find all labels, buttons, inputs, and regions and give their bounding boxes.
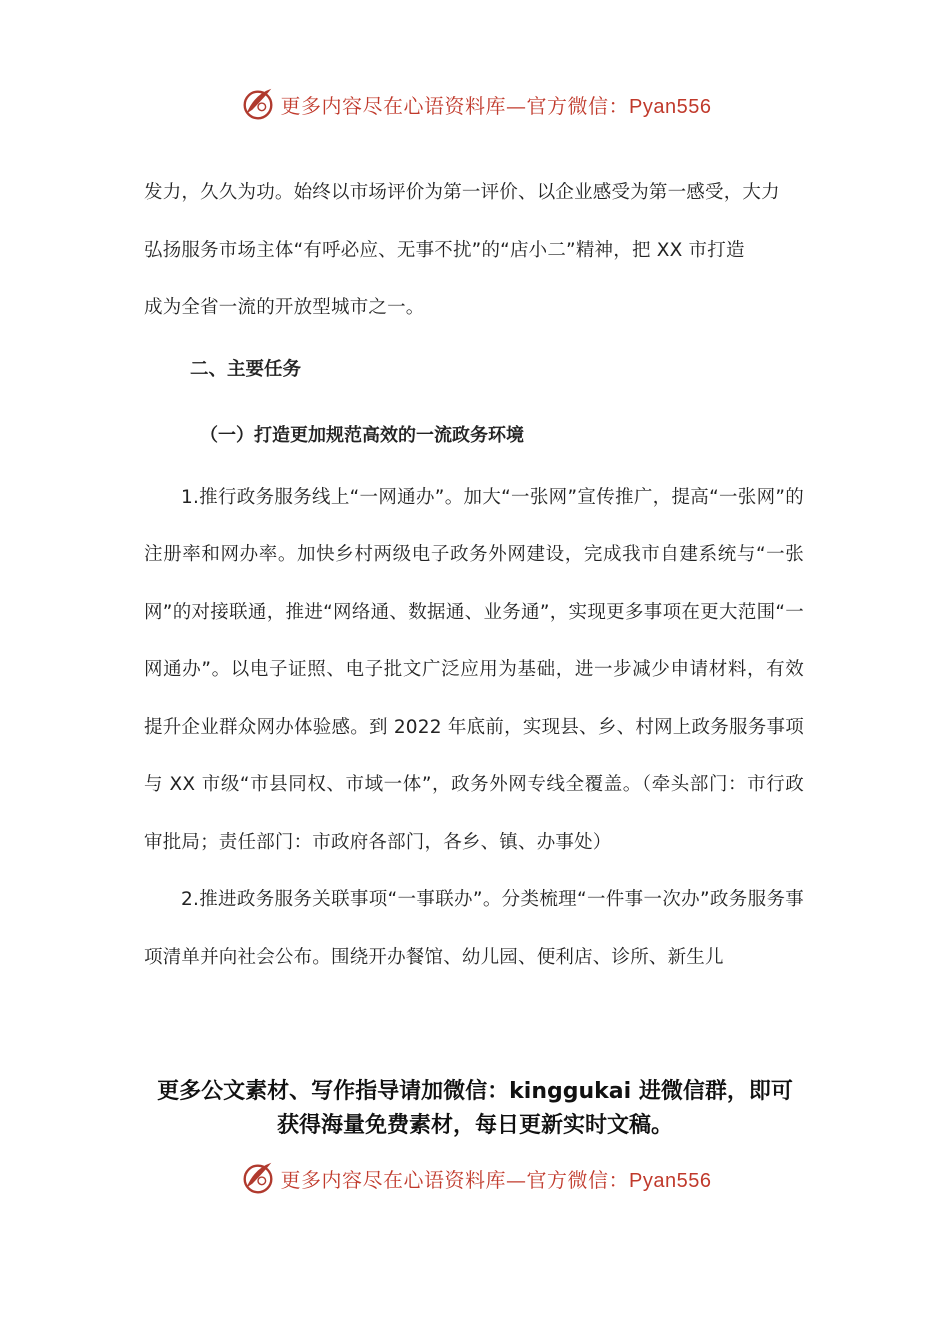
banner-site-text: 更多内容尽在心语资料库 xyxy=(280,93,507,118)
paragraph-line: 成为全省一流的开放型城市之一。 xyxy=(144,297,425,318)
promo-text xyxy=(150,1075,800,1143)
banner-dash: — xyxy=(506,93,527,118)
footer-banner xyxy=(0,1156,950,1200)
section-heading: 二、主要任务 xyxy=(190,358,302,380)
pen-circle-logo-icon xyxy=(239,1159,277,1197)
subsection-heading: （一）打造更加规范高效的一流政务环境 xyxy=(200,424,524,446)
task-item-2: 2.推进政务服务关联事项“一事联办”。分类梳理“一件事一次办”政务服务事项清单并向社会公布。围绕开办餐馆、幼儿园、便利店、诊所、新生儿 xyxy=(144,889,804,968)
paragraph-line: 发力，久久为功。始终以市场评价为第一评价、以企业感受为第一感受，大力 xyxy=(144,182,780,203)
banner-wechat-id: Pyan556 xyxy=(629,95,712,118)
pen-circle-logo-icon xyxy=(239,85,277,123)
banner-wechat-label: 官方微信： xyxy=(526,93,630,118)
document-body xyxy=(144,164,804,986)
banner-text xyxy=(281,90,712,119)
banner-wechat-id: Pyan556 xyxy=(629,1169,712,1192)
banner-site-text: 更多内容尽在心语资料库 xyxy=(280,1167,507,1192)
paragraph-line: 弘扬服务市场主体“有呼必应、无事不扰”的“店小二”精神，把 XX 市打造 xyxy=(144,239,745,261)
banner-text xyxy=(281,1164,712,1193)
banner-dash: — xyxy=(506,1167,527,1192)
paragraph-continuation xyxy=(144,164,804,337)
promo-line-2: 获得海量免费素材，每日更新实时文稿。 xyxy=(276,1113,673,1138)
task-item-1: 1.推行政务服务线上“一网通办”。加大“一张网”宣传推广，提高“一张网”的注册率和网办率。加快乡村两级电子政务外网建设，完成我市自建系统与“一张网”的对接联通，推进“网络通、数据通、业务通”，实现更多事项在更大范围“一网通办”。以电子证照、电子批文广泛应用为基础，进一步减少申请材料，有效提升企业群众网办体验感。到 2022 年底前，实现县、乡、村网上政务服务事项与 XX 市级“市县同权、市域一体”，政务外网专线全覆盖。（牵头部门：市行政审批局；责任部门：市政府各部门，各乡、镇、办事处） xyxy=(144,486,804,853)
header-banner xyxy=(0,82,950,126)
banner-wechat-label: 官方微信： xyxy=(526,1167,630,1192)
promo-line-1: 更多公文素材、写作指导请加微信：kinggukai 进微信群，即可 xyxy=(157,1079,793,1104)
